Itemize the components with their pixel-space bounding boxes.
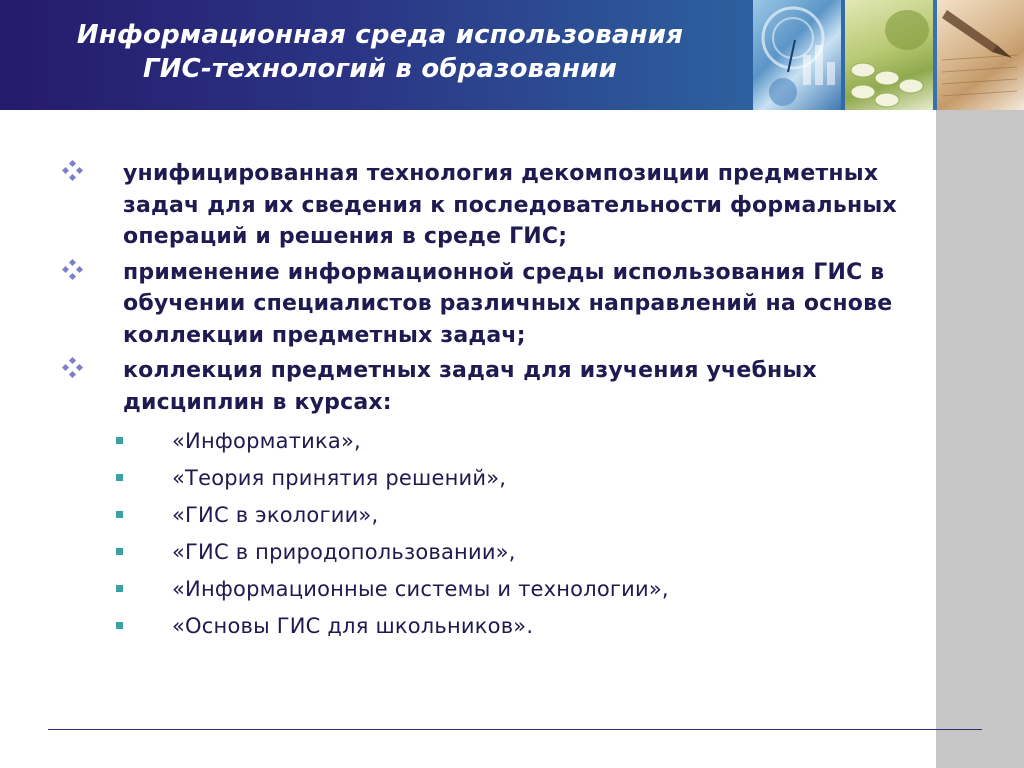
course-name: «Информатика», bbox=[172, 429, 361, 453]
right-sidebar bbox=[936, 110, 1024, 768]
course-list-item bbox=[0, 426, 930, 463]
bullet-text: применение информационной среды использования ГИС в обучении специалистов различных направлений на основе коллекции предметных задач; bbox=[123, 259, 893, 348]
square-bullet-icon bbox=[116, 437, 123, 444]
diamond-bullet-icon bbox=[62, 160, 84, 182]
bullet-text: коллекция предметных задач для изучения учебных дисциплин в курсах: bbox=[123, 358, 817, 415]
fountain-pen-photo-icon bbox=[937, 0, 1024, 110]
course-list-item bbox=[0, 463, 930, 500]
course-name: «Теория принятия решений», bbox=[172, 466, 507, 490]
slide-title-line-1: Информационная среда использования bbox=[76, 20, 684, 50]
bullet-item bbox=[0, 355, 930, 418]
course-name: «ГИС в экологии», bbox=[172, 503, 379, 527]
square-bullet-icon bbox=[116, 511, 123, 518]
course-list-item bbox=[0, 500, 930, 537]
course-list-item bbox=[0, 537, 930, 574]
diamond-bullet-icon bbox=[62, 259, 84, 281]
course-list bbox=[0, 426, 930, 648]
slide-title-line-2: ГИС-технологий в образовании bbox=[142, 54, 618, 84]
bullet-text: унифицированная технология декомпозиции предметных задач для их сведения к последовательности формальных операций и решения в среде ГИС; bbox=[123, 161, 897, 249]
slide-title bbox=[0, 18, 760, 86]
slide-content bbox=[0, 158, 930, 648]
calculator-keys-photo-icon bbox=[845, 0, 933, 110]
diamond-bullet-icon bbox=[62, 357, 84, 379]
footer-divider bbox=[48, 729, 982, 730]
course-name: «Основы ГИС для школьников». bbox=[172, 614, 534, 638]
course-list-item bbox=[0, 611, 930, 648]
course-name: «ГИС в природопользовании», bbox=[172, 540, 516, 564]
bullet-item bbox=[0, 158, 930, 253]
bullet-item bbox=[0, 257, 930, 352]
square-bullet-icon bbox=[116, 548, 123, 555]
course-name: «Информационные системы и технологии», bbox=[172, 577, 669, 601]
square-bullet-icon bbox=[116, 622, 123, 629]
square-bullet-icon bbox=[116, 474, 123, 481]
chart-calculator-photo-icon bbox=[753, 0, 841, 110]
course-list-item bbox=[0, 574, 930, 611]
square-bullet-icon bbox=[116, 585, 123, 592]
